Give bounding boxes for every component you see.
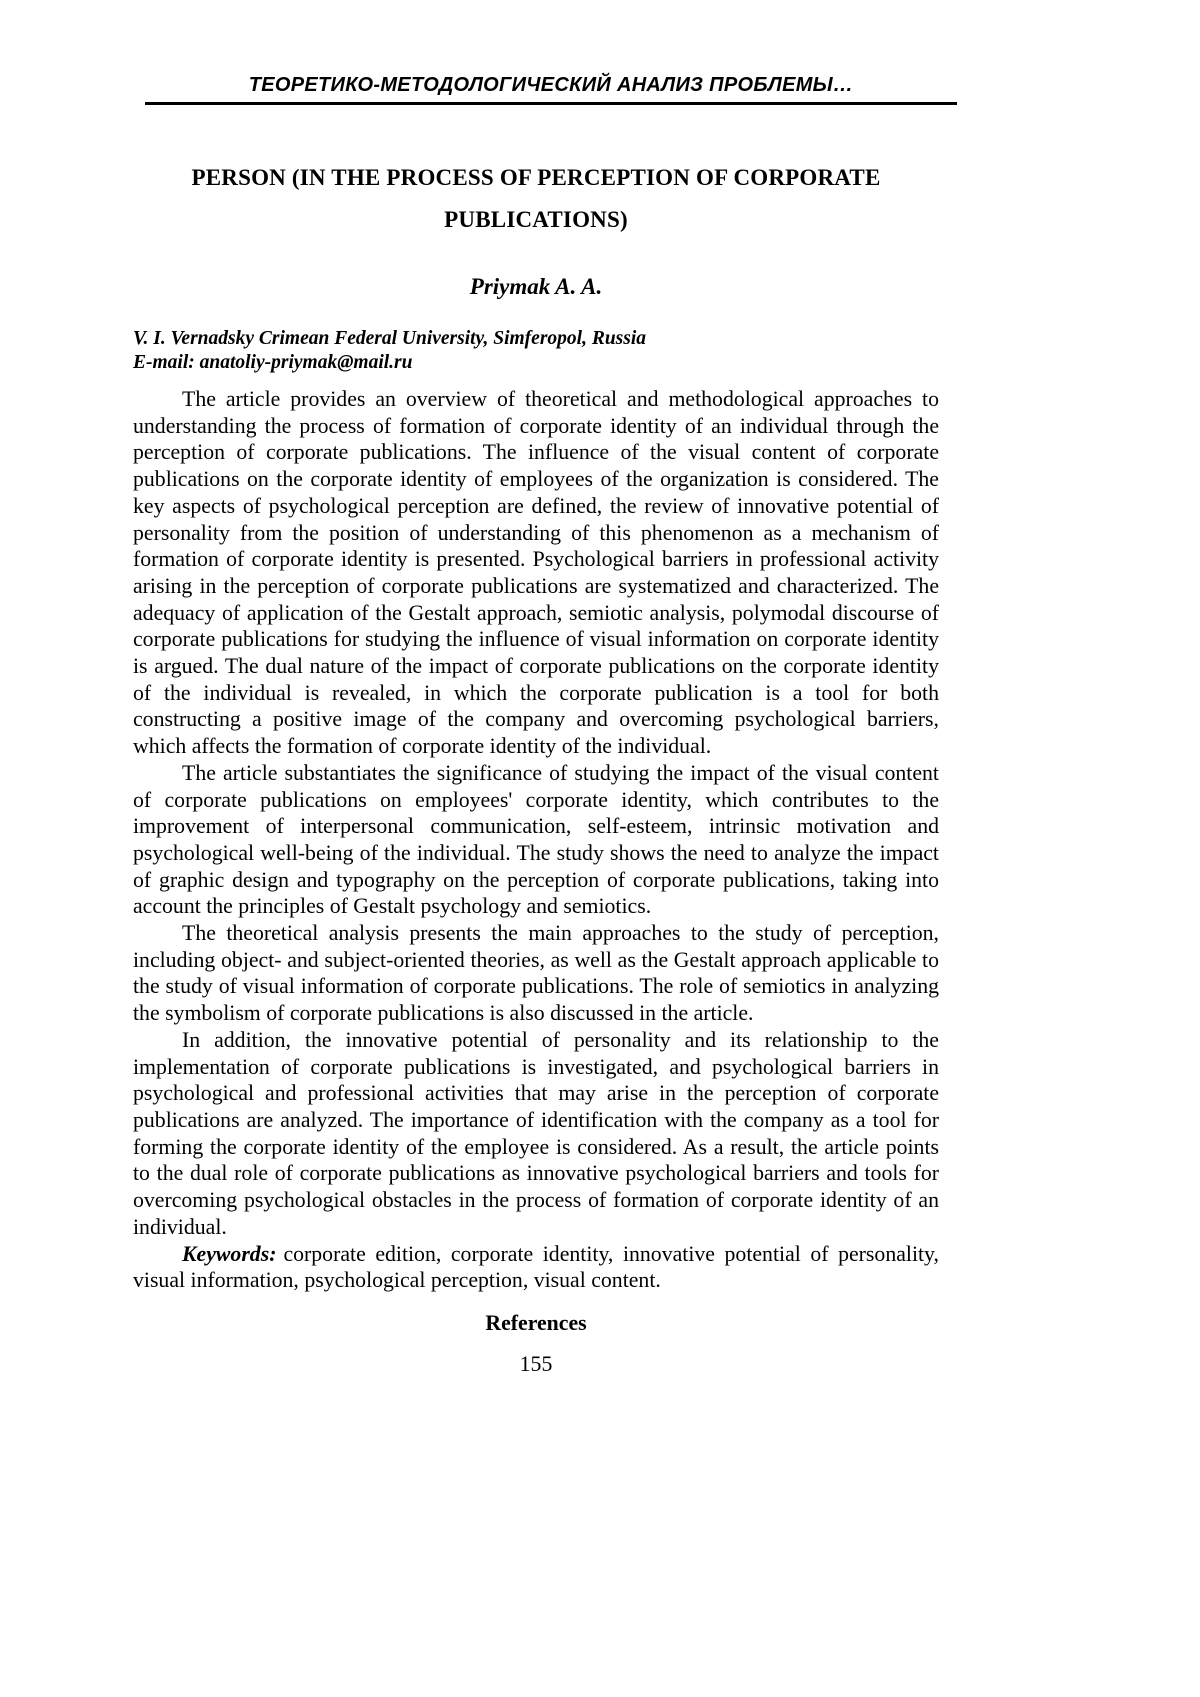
affiliation-block	[133, 327, 939, 374]
page-number: 155	[519, 1351, 553, 1376]
email-line: E-mail: anatoliy-priymak@mail.ru	[133, 351, 413, 373]
affiliation-line: V. I. Vernadsky Crimean Federal University, Simferopol, Russia	[133, 328, 647, 349]
article-title	[133, 157, 939, 241]
title-line-2: PUBLICATIONS)	[444, 207, 628, 232]
references-heading: References	[485, 1310, 587, 1335]
keywords-text: corporate edition, corporate identity, innovative potential of personality, visual information, psychological perception, visual content.	[133, 1241, 939, 1293]
keywords-label: Keywords:	[182, 1241, 277, 1266]
abstract-paragraph: In addition, the innovative potential of personality and its relationship to the implementation of corporate publications is investigated, and psychological barriers in psychological and professional activities that may arise in the perception of corporate publications are analyzed. The importance of identification with the company as a tool for forming the corporate identity of the employee is considered. As a result, the article points to the dual role of corporate publications as innovative psychological barriers and tools for overcoming psychological obstacles in the process of formation of corporate identity of an individual.	[133, 1027, 939, 1239]
abstract-paragraph: The article provides an overview of theoretical and methodological approaches to understanding the process of formation of corporate identity of an individual through the perception of corporate publications. The influence of the visual content of corporate publications on the corporate identity of employees of the organization is considered. The key aspects of psychological perception are defined, the review of innovative potential of personality from the position of understanding of this phenomenon as a mechanism of formation of corporate identity is presented. Psychological barriers in professional activity arising in the perception of corporate publications are systematized and characterized. The adequacy of application of the Gestalt approach, semiotic analysis, polymodal discourse of corporate publications for studying the influence of visual information on corporate identity is argued. The dual nature of the impact of corporate publications on the corporate identity of the individual is revealed, in which the corporate publication is a tool for both constructing a positive image of the company and overcoming psychological barriers, which affects the formation of corporate identity of the individual.	[133, 387, 939, 759]
article-body	[133, 157, 939, 1378]
abstract-paragraph: The article substantiates the significance of studying the impact of the visual content of corporate publications on employees' corporate identity, which contributes to the improvement of interpersonal communication, self-esteem, intrinsic motivation and psychological well-being of the individual. The study shows the need to analyze the impact of graphic design and typography on the perception of corporate publications, taking into account the principles of Gestalt psychology and semiotics.	[133, 760, 939, 919]
abstract	[133, 386, 939, 1294]
header-rule	[145, 102, 957, 105]
title-line-1: PERSON (IN THE PROCESS OF PERCEPTION OF CORPORATE	[191, 165, 881, 190]
abstract-paragraph: The theoretical analysis presents the main approaches to the study of perception, including object- and subject-oriented theories, as well as the Gestalt approach applicable to the study of visual information of corporate publications. The role of semiotics in analyzing the symbolism of corporate publications is also discussed in the article.	[133, 921, 939, 1026]
author-name: Priymak A. A.	[469, 274, 603, 299]
running-header: ТЕОРЕТИКО-МЕТОДОЛОГИЧЕСКИЙ АНАЛИЗ ПРОБЛЕМЫ…	[248, 74, 854, 96]
keywords-paragraph	[133, 1241, 939, 1294]
